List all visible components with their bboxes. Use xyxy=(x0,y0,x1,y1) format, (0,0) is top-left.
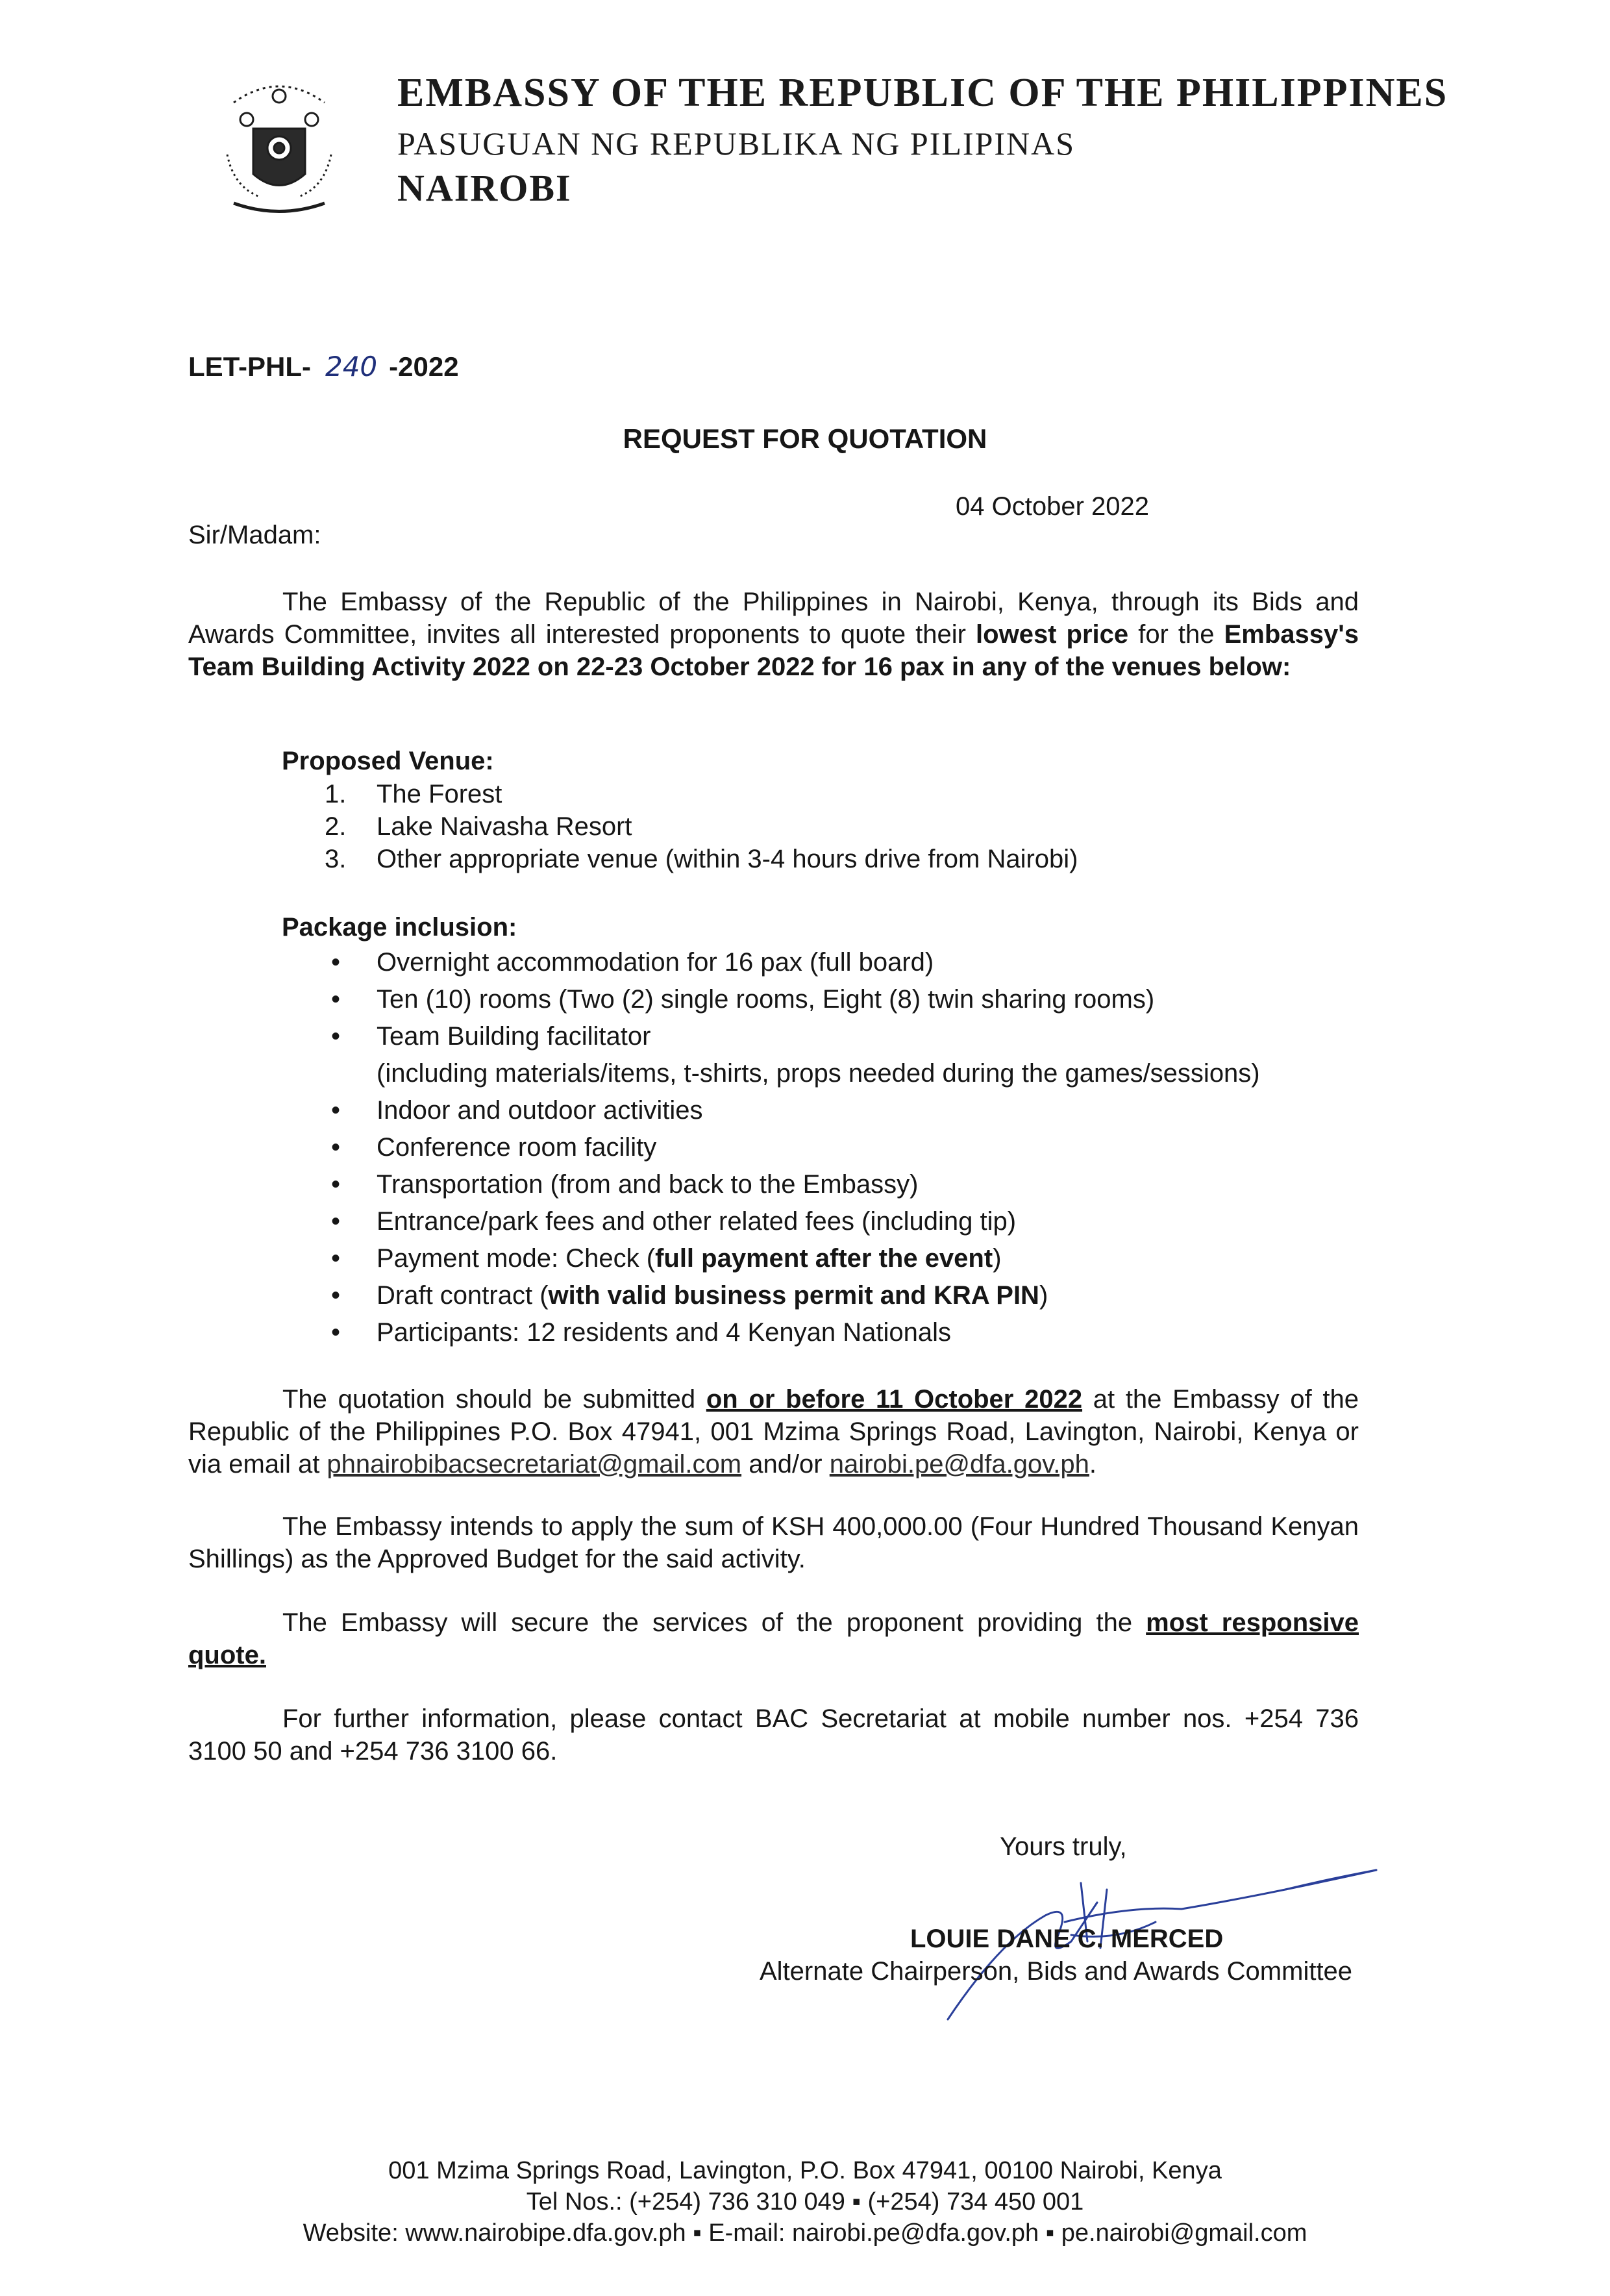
venue-number: 1. xyxy=(325,780,347,808)
signatory-title: Alternate Chairperson, Bids and Awards Committee xyxy=(760,1957,1353,1986)
package-list xyxy=(325,944,1260,1351)
submission-text-2: at the Embassy of the Republic of the Philippines P.O. Box 47941, 001 Mzima Springs Road, Lavington, Nairobi, Kenya or via email at xyxy=(188,1385,1359,1479)
list-item xyxy=(325,944,1260,981)
intro-text-2: for the xyxy=(1128,620,1224,649)
document-title: REQUEST FOR QUOTATION xyxy=(623,423,987,454)
intro-bold-lowest-price: lowest price xyxy=(976,620,1129,649)
package-heading: Package inclusion: xyxy=(282,913,517,942)
contact-paragraph: For further information, please contact BAC Secretariat at mobile number nos. +254 736 3100 50 and +254 736 3100 66. xyxy=(188,1704,1359,1766)
salutation: Sir/Madam: xyxy=(188,521,321,549)
footer-address: 001 Mzima Springs Road, Lavington, P.O. Box 47941, 00100 Nairobi, Kenya xyxy=(388,2157,1222,2184)
philippine-seal-icon xyxy=(208,57,351,226)
venue-number: 2. xyxy=(325,812,347,841)
venue-item xyxy=(325,810,632,843)
list-item xyxy=(325,1277,1260,1314)
venue-text: Other appropriate venue (within 3-4 hours drive from Nairobi) xyxy=(377,845,1078,873)
letterhead-title: EMBASSY OF THE REPUBLIC OF THE PHILIPPINES xyxy=(397,71,1448,115)
list-item xyxy=(325,1203,1260,1240)
submission-text-1: The quotation should be submitted xyxy=(282,1385,706,1414)
list-item-text: Entrance/park fees and other related fees (including tip) xyxy=(377,1207,1017,1236)
bullet-icon: • xyxy=(331,1022,341,1051)
submission-text-3: and/or xyxy=(741,1450,830,1479)
list-item-text: Conference room facility xyxy=(377,1133,657,1162)
contract-end: ) xyxy=(1039,1281,1048,1310)
bullet-icon: • xyxy=(331,1133,341,1162)
contract-text: Draft contract ( xyxy=(377,1281,549,1310)
list-item xyxy=(325,1129,1260,1166)
list-item-text: Participants: 12 residents and 4 Kenyan Nationals xyxy=(377,1318,951,1347)
list-item xyxy=(325,981,1260,1018)
payment-text: Payment mode: Check ( xyxy=(377,1244,656,1273)
list-item-text: Ten (10) rooms (Two (2) single rooms, Eight (8) twin sharing rooms) xyxy=(377,985,1155,1014)
list-item-text: Overnight accommodation for 16 pax (full board) xyxy=(377,948,934,977)
letterhead-subtitle: PASUGUAN NG REPUBLIKA NG PILIPINAS xyxy=(397,125,1076,162)
bullet-icon: • xyxy=(331,1318,341,1347)
budget-paragraph: The Embassy intends to apply the sum of KSH 400,000.00 (Four Hundred Thousand Kenyan Shillings) as the Approved Budget for the said activity. xyxy=(188,1512,1359,1573)
bullet-icon: • xyxy=(331,1170,341,1199)
list-item xyxy=(325,1314,1260,1351)
venue-text: Lake Naivasha Resort xyxy=(377,812,632,841)
list-item-text: Team Building facilitator xyxy=(377,1022,651,1051)
list-item xyxy=(325,1240,1260,1277)
list-item-text: Indoor and outdoor activities xyxy=(377,1096,703,1125)
bullet-icon: • xyxy=(331,1244,341,1273)
facilitator-detail: (including materials/items, t-shirts, props needed during the games/sessions) xyxy=(377,1059,1260,1088)
bullet-icon: • xyxy=(331,1207,341,1236)
footer-web-email: Website: www.nairobipe.dfa.gov.ph ▪ E-mail: nairobi.pe@dfa.gov.ph ▪ pe.nairobi@gmail.com xyxy=(303,2219,1307,2247)
footer-telephone: Tel Nos.: (+254) 736 310 049 ▪ (+254) 734 450 001 xyxy=(526,2188,1084,2215)
signatory-name: LOUIE DANE C. MERCED xyxy=(910,1925,1224,1953)
list-item xyxy=(325,1166,1260,1203)
bullet-icon: • xyxy=(331,1096,341,1125)
submission-deadline: on or before 11 October 2022 xyxy=(706,1385,1083,1414)
submission-paragraph xyxy=(188,1383,1359,1480)
award-paragraph xyxy=(188,1606,1359,1671)
letterhead-city: NAIROBI xyxy=(397,167,572,209)
list-item xyxy=(325,1018,1260,1092)
embassy-email-link[interactable]: nairobi.pe@dfa.gov.ph xyxy=(829,1450,1089,1479)
bullet-icon: • xyxy=(331,1281,341,1310)
bullet-icon: • xyxy=(331,985,341,1014)
intro-paragraph xyxy=(188,586,1359,683)
reference-suffix: -2022 xyxy=(389,351,459,382)
reference-line xyxy=(188,351,459,382)
payment-end: ) xyxy=(993,1244,1002,1273)
venue-heading: Proposed Venue: xyxy=(282,747,494,775)
list-item xyxy=(325,1092,1260,1129)
award-underlined: most responsive quote. xyxy=(188,1608,1359,1669)
list-item-text: Transportation (from and back to the Embassy) xyxy=(377,1170,919,1199)
venue-item xyxy=(325,843,1078,875)
closing: Yours truly, xyxy=(1000,1832,1127,1861)
bullet-icon: • xyxy=(331,948,341,977)
venue-number: 3. xyxy=(325,845,347,873)
venue-item xyxy=(325,778,502,810)
reference-prefix: LET-PHL- xyxy=(188,351,311,382)
intro-text-1: The Embassy of the Republic of the Philippines in Nairobi, Kenya, through its Bids and Awards Committee, invites all interested proponents to quote their xyxy=(188,588,1359,649)
letter-date: 04 October 2022 xyxy=(956,492,1149,521)
award-text: The Embassy will secure the services of the proponent providing the xyxy=(282,1608,1146,1637)
reference-number: 240 xyxy=(325,351,378,382)
contract-bold: with valid business permit and KRA PIN xyxy=(548,1281,1039,1310)
payment-bold: full payment after the event xyxy=(655,1244,993,1273)
bac-email-link[interactable]: phnairobibacsecretariat@gmail.com xyxy=(327,1450,742,1479)
submission-text-4: . xyxy=(1089,1450,1097,1479)
venue-text: The Forest xyxy=(377,780,502,808)
intro-bold-activity: Embassy's Team Building Activity 2022 on 22-23 October 2022 for 16 pax in any of the venues below: xyxy=(188,620,1359,681)
